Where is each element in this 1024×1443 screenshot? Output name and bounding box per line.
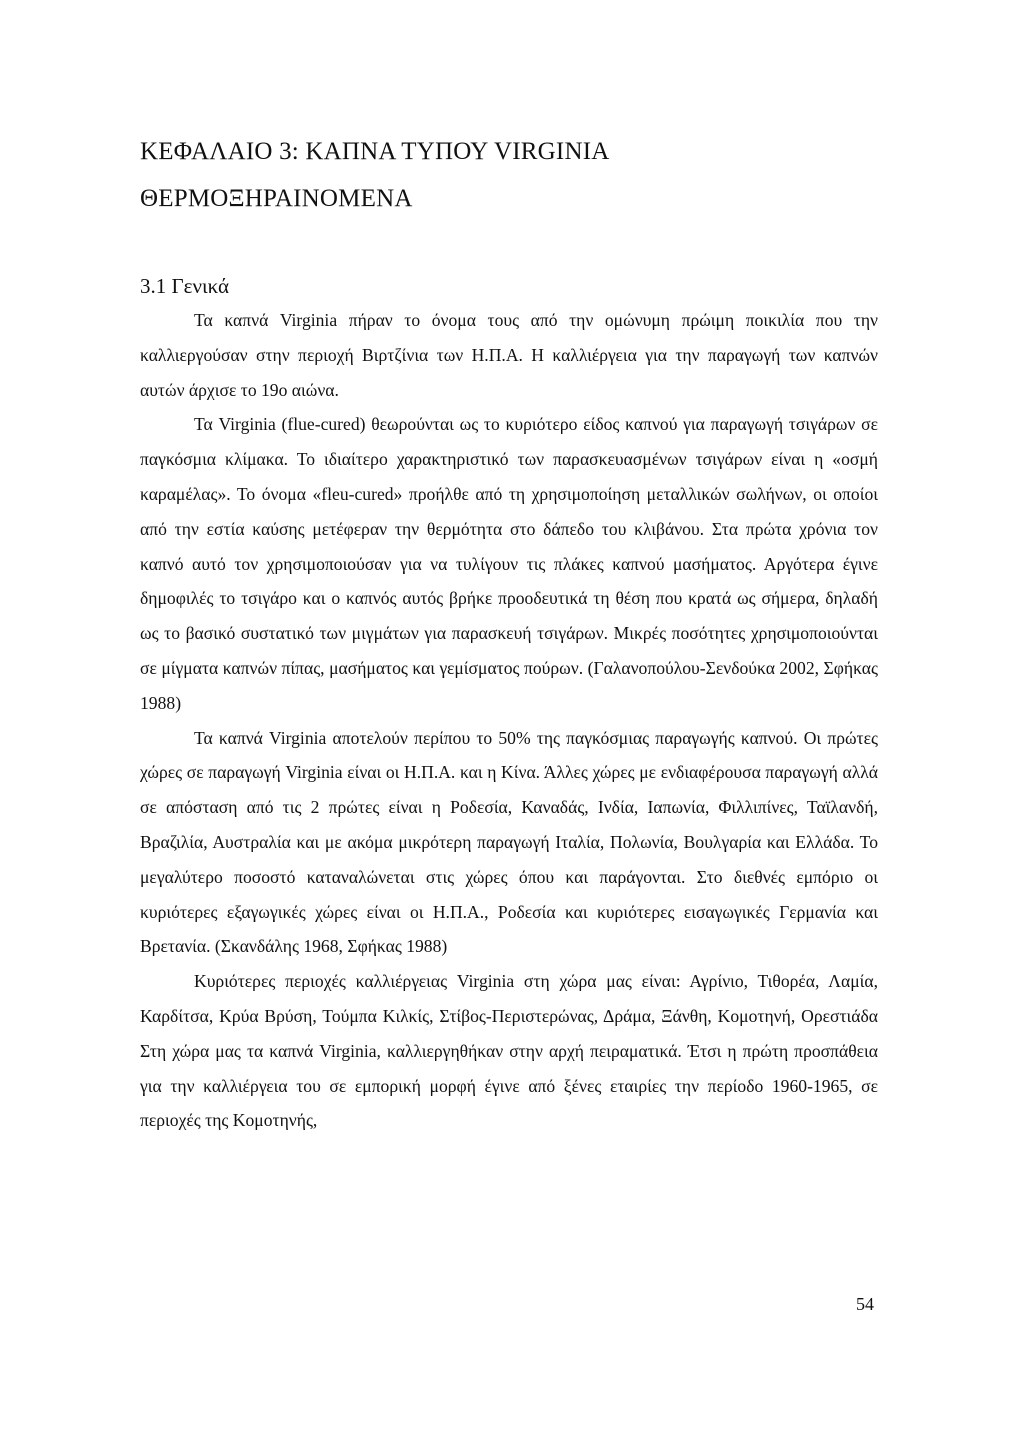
sentence: Το ιδιαίτερο χαρακτηριστικό των παρασκευασμένων τσιγάρων είναι η «οσμή καραμέλας». (140, 449, 878, 504)
paragraph-greek-regions (140, 964, 878, 1138)
paragraph-world-production (140, 721, 878, 965)
sentence: Αργότερα έγινε δημοφιλές το τσιγάρο και ο καπνός αυτός βρήκε προοδευτικά τη θέση που κρατά ως σήμερα, δηλαδή ως το βασικό συστατικό των μιγμάτων για παρασκευή τσιγάρων. (140, 553, 878, 644)
sentence: Στο διεθνές εμπόριο οι κυριότερες εξαγωγικές χώρες είναι οι Η.Π.Α., Ροδεσία και κυριότερες εισαγωγικές Γερμανία και Βρετανία. (140, 866, 878, 957)
chapter-title (140, 128, 900, 222)
section-title: 3.1 Γενικά (140, 274, 230, 298)
body-text (140, 303, 878, 1138)
chapter-title-line-1: ΚΕΦΑΛΑΙΟ 3: ΚΑΠΝΑ ΤΥΠΟΥ VIRGINIA (140, 138, 610, 165)
sentence: Τα καπνά Virginia πήραν το όνομα τους από την ομώνυμη πρώιμη ποικιλία που την καλλιεργούσαν στην περιοχή Βιρτζίνια των Η.Π.Α. (140, 310, 878, 365)
sentence: Η καλλιέργεια για την παραγωγή των καπνών αυτών άρχισε το 19ο αιώνα. (140, 344, 878, 400)
sentence: Το μεγαλύτερο ποσοστό καταναλώνεται στις χώρες όπου και παράγονται. (140, 831, 878, 887)
page-number: 54 (856, 1294, 874, 1314)
sentence: Μικρές ποσότητες χρησιμοποιούνται σε μίγματα καπνών πίπας, μασήματος και γεμίσματος πούρων. (140, 623, 878, 678)
sentence: Το όνομα «fleu-cured» προήλθε από τη χρησιμοποίηση μεταλλικών σωλήνων, οι οποίοι από την εστία καύσης μετέφεραν την θερμότητα στο δάπεδο του κλιβάνου. (140, 483, 878, 539)
sentence: Στα πρώτα χρόνια τον καπνό αυτό τον χρησιμοποιούσαν για να τυλίγουν τις πλάκες καπνού μασήματος. (140, 518, 878, 574)
chapter-title-line-2: ΘΕΡΜΟΞΗΡΑΙΝΟΜΕΝΑ (140, 185, 413, 212)
sentence: Άλλες χώρες με ενδιαφέρουσα παραγωγή αλλά σε απόσταση από τις 2 πρώτες είναι η Ροδεσία, Καναδάς, Ινδία, Ιαπωνία, Φιλλιπίνες, Ταϊλανδή, Βραζιλία, Αυστραλία και με ακόμα μικρότερη παραγωγή Ιταλία, Πολωνία, Βουλγαρία και Ελλάδα. (140, 762, 878, 852)
paragraph-flue-cured (140, 407, 878, 720)
sentence: Τα καπνά Virginia αποτελούν περίπου το 50% της παγκόσμιας παραγωγής καπνού. (194, 727, 798, 748)
sentence: Τα Virginia (flue-cured) θεωρούνται ως το κυριότερο είδος καπνού για παραγωγή τσιγάρων σε παγκόσμια κλίμακα. (140, 414, 878, 470)
paragraph-origin (140, 303, 878, 407)
sentence: Έτσι η πρώτη προσπάθεια για την καλλιέργεια του σε εμπορική μορφή έγινε από ξένες εταιρίες την περίοδο 1960-1965, σε περιοχές της Κομοτηνής, (140, 1040, 878, 1131)
sentence: Κυριότερες περιοχές καλλιέργειας Virginia στη χώρα μας είναι: Αγρίνιο, Τιθορέα, Λαμία, Καρδίτσα, Κρύα Βρύση, Τούμπα Κιλκίς, Στίβος-Περιστερώνας, Δράμα, Ξάνθη, Κομοτηνή, Ορεστιάδα Στη χώρα μας τα καπνά Virginia, καλλιεργηθήκαν στην αρχή πειραματικά. (140, 971, 878, 1061)
citation: (Σκανδάλης 1968, Σφήκας 1988) (214, 936, 448, 957)
citation: (Γαλανοπούλου-Σενδούκα 2002, Σφήκας 1988) (140, 657, 878, 713)
sentence: Οι πρώτες χώρες σε παραγωγή Virginia είναι οι Η.Π.Α. και η Κίνα. (140, 727, 878, 783)
